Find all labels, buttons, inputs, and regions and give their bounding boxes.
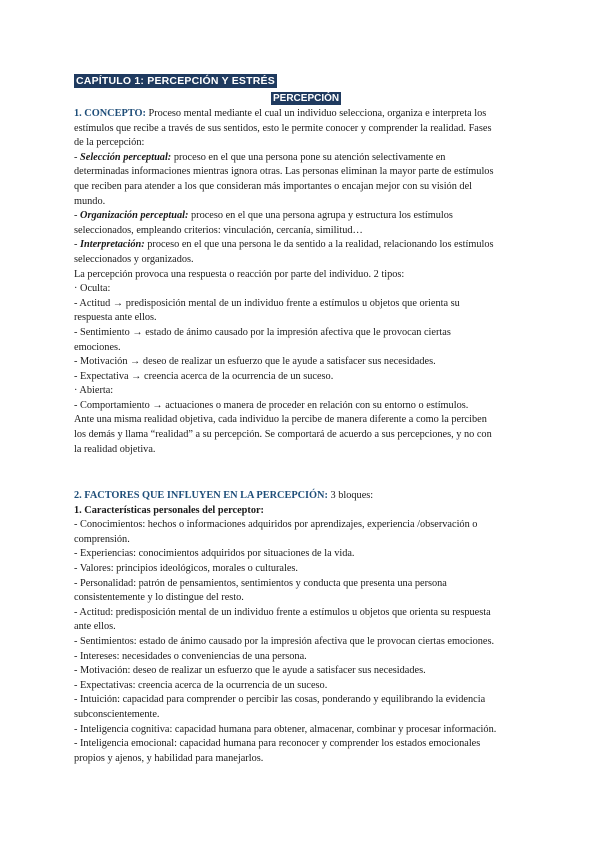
list-item: comprensión. xyxy=(74,533,130,545)
factores-heading: 2. FACTORES QUE INFLUYEN EN LA PERCEPCIÓN: xyxy=(74,490,328,501)
concepto-text: Proceso mental mediante el cual un individuo selecciona, organiza e interpreta los xyxy=(148,108,487,119)
ante-text: la realidad objetiva. xyxy=(74,443,156,455)
organizacion-text: seleccionados, empleando criterios: vinculación, cercanía, similitud… xyxy=(74,224,363,236)
oculta-label: · Oculta: xyxy=(74,283,111,295)
concepto-text: estímulos que recibe a través de sus sentidos, esto le permite conocer y comprender la realidad. Fases xyxy=(74,122,492,134)
list-item: - Actitud: predisposición mental de un individuo frente a estímulos u objetos que orienta su respuesta xyxy=(74,606,491,618)
list-item: - Inteligencia cognitiva: capacidad humana para obtener, almacenar, combinar y procesar información. xyxy=(74,723,497,735)
chapter-title: CAPÍTULO 1: PERCEPCIÓN Y ESTRÉS xyxy=(76,75,275,87)
interpretacion-label: Interpretación: xyxy=(80,239,145,251)
list-item: - Motivación: deseo de realizar un esfuerzo que le ayude a satisfacer sus necesidades. xyxy=(74,665,426,677)
interpretacion-text: seleccionados y organizados. xyxy=(74,253,194,265)
list-item: - Conocimientos: hechos o informaciones adquiridos por aprendizajes, experiencia /observación o xyxy=(74,519,478,531)
list-item: - Valores: principios ideológicos, morales o culturales. xyxy=(74,562,299,574)
seleccion-text: determinadas informaciones mientras ignora otras. Las personas eliminan la mayor parte de estímulos xyxy=(74,166,494,178)
sentimiento-text: - Sentimiento → estado de ánimo causado por la impresión afectiva que le provocan ciertas xyxy=(74,326,451,338)
actitud-text: respuesta ante ellos. xyxy=(74,312,157,324)
organizacion-label: Organización perceptual: xyxy=(80,210,189,222)
actitud-text: - Actitud → predisposición mental de un individuo frente a estímulos u objetos que orienta su xyxy=(74,297,460,309)
list-item: - Inteligencia emocional: capacidad humana para reconocer y comprender los estados emocionales xyxy=(74,738,481,750)
seleccion-label: Selección perceptual: xyxy=(80,151,172,163)
motivacion-text: - Motivación → deseo de realizar un esfuerzo que le ayude a satisfacer sus necesidades. xyxy=(74,356,436,368)
organizacion-text: proceso en el que una persona agrupa y estructura los estímulos xyxy=(191,210,453,222)
factores-list xyxy=(74,518,534,766)
interpretacion-text: proceso en el que una persona le da sentido a la realidad, relacionando los estímulos xyxy=(147,239,494,251)
list-item: - Sentimientos: estado de ánimo causado por la impresión afectiva que le provocan ciertas emociones. xyxy=(74,635,495,647)
factores-bloques: 3 bloques: xyxy=(330,490,374,501)
list-item: propios y ajenos, y habilidad para manejarlos. xyxy=(74,752,264,764)
sentimiento-text: emociones. xyxy=(74,341,121,353)
list-item: - Intereses: necesidades o conveniencias de una persona. xyxy=(74,650,307,662)
ante-text: Ante una misma realidad objetiva, cada individuo la percibe de manera diferente a como la perciben xyxy=(74,414,487,426)
list-item: - Experiencias: conocimientos adquiridos por situaciones de la vida. xyxy=(74,548,355,560)
list-item: - Personalidad: patrón de pensamientos, sentimientos y conducta que presenta una persona xyxy=(74,577,447,589)
seleccion-text: mundo. xyxy=(74,195,106,207)
seleccion-text: que reciben para atender a los que consideran más importantes o encajan mejor con su visión del xyxy=(74,180,473,192)
abierta-label: · Abierta: xyxy=(74,385,114,397)
list-item: - Intuición: capacidad para comprender o percibir las cosas, ponderando y equilibrando la evidencia xyxy=(74,694,486,706)
concepto-heading: 1. CONCEPTO: xyxy=(74,108,146,119)
list-item: - Expectativas: creencia acerca de la ocurrencia de un suceso. xyxy=(74,679,328,691)
factores-section xyxy=(74,489,534,766)
seleccion-text: proceso en el que una persona pone su atención selectivamente en xyxy=(173,151,446,163)
ante-text: los demás y llama “realidad” a su percepción. Se comportará de acuerdo a sus percepciones, y no con xyxy=(74,429,492,441)
section-title: PERCEPCIÓN xyxy=(273,93,340,104)
comportamiento-text: - Comportamiento → actuaciones o manera de proceder en relación con su entorno o estímulos. xyxy=(74,399,469,411)
expectativa-text: - Expectativa → creencia acerca de la ocurrencia de un suceso. xyxy=(74,370,334,382)
factores-subheading: 1. Características personales del perceptor: xyxy=(74,504,264,516)
list-item: consistentemente y lo distingue del resto. xyxy=(74,592,244,604)
concepto-section: 1. CONCEPTO: Proceso mental mediante el cual un individuo selecciona, organiza e interpreta los estímulos que recibe a través de sus sentidos, esto le permite conocer y comprender la realidad. Fases de la percepción: - Selección perceptual: proceso en el que una persona pone su atención selectivamente en determinadas informaciones mientras ignora otras. Las personas eliminan la mayor parte de estímulos que reciben para atender a los que consideran más importantes o encajan mejor con su visión del mundo. - Organización perceptual: proceso en el que una persona agrupa y estructura los estímulos seleccionados, empleando criterios: vinculación, cercanía, similitud… - Interpretación: proceso en el que una persona le da sentido a la realidad, relacionando los estímulos seleccionados y organizados. La percepción provoca una respuesta o reacción por parte del individuo. 2 tipos: · Oculta: - Actitud → predisposición mental de un individuo frente a estímulos u objetos que orienta su respuesta ante ellos. - Sentimiento → estado de ánimo causado por la impresión afectiva que le provocan ciertas emociones. - Motivación → deseo de realizar un esfuerzo que le ayude a satisfacer sus necesidades. - Expectativa → creencia acerca de la ocurrencia de un suceso. · Abierta: - Comportamiento → actuaciones o manera de proceder en relación con su entorno o estímulos. Ante una misma realidad objetiva, cada individuo la percibe de manera diferente a como la perciben los demás y llama “realidad” a su percepción. Se comportará de acuerdo a sus percepciones, y no con la realidad objetiva. xyxy=(74,107,534,457)
list-item: ante ellos. xyxy=(74,621,116,633)
list-item: subconscientemente. xyxy=(74,708,160,720)
concepto-text: de la percepción: xyxy=(74,137,145,149)
respuesta-text: La percepción provoca una respuesta o reacción por parte del individuo. 2 tipos: xyxy=(74,268,405,280)
